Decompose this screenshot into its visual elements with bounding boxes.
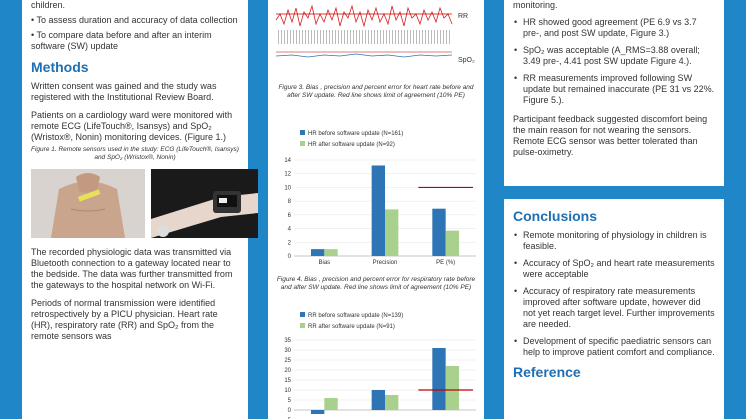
result-spo2: • SpO₂ was acceptable (A_RMS=3.88 overall; 3.49 pre-, 4.41 post SW update Figure 4.). xyxy=(523,45,715,67)
conclusion-2: • Accuracy of SpO₂ and heart rate measurements were acceptable xyxy=(523,258,715,280)
methods-paragraph-2: Patients on a cardiology ward were monitored with remote ECG (LifeTouch®, Isansys) and SpO₂ (Wristox®, Nonin) monitoring devices. (Figure 1.) xyxy=(31,110,233,142)
bar-after-0 xyxy=(324,398,337,410)
bar-after-1 xyxy=(385,395,398,410)
results-column xyxy=(504,0,724,186)
legend-swatch-0 xyxy=(300,130,305,135)
bar-after-0 xyxy=(324,249,337,256)
y-tick-label: 35 xyxy=(284,338,291,344)
y-tick-label: 4 xyxy=(287,226,291,233)
trend-label-rr: RR xyxy=(458,13,469,20)
result-rr: • RR measurements improved following SW update but remained inaccurate (PE 31 vs 22%. Figure 5.). xyxy=(523,73,715,106)
conclusion-4: • Development of specific paediatric sensors can help to improve patient comfort and compliance. xyxy=(523,336,715,358)
methods-paragraph-4: Periods of normal transmission were identified retrospectively by a PICU physician. Heart rate (HR), respiratory rate (RR) and SpO₂ from the remote sensors was xyxy=(31,298,218,341)
y-tick-label: 0 xyxy=(287,408,291,414)
y-tick-label: 20 xyxy=(284,368,291,374)
left-column xyxy=(22,0,248,419)
bar-before-1 xyxy=(372,390,385,410)
methods-paragraph-1: Written consent was gained and the study was registered with the Institutional Review Board. xyxy=(31,81,217,102)
feedback-paragraph: Participant feedback suggested discomfort being the main reason for not wearing the sensors. Remote ECG sensor was better tolerated than pulse-oximetry. xyxy=(513,114,708,157)
trend-plot xyxy=(272,0,480,80)
y-tick-label: 0 xyxy=(287,254,291,260)
legend-label-1: RR after software update (N=91) xyxy=(308,324,395,330)
bar-before-0 xyxy=(311,249,324,256)
figure1-caption: Figure 1. Remote sensors used in the study: ECG (LifeTouch®, Isansys) and SpO₂ (Wristox®, Nonin) xyxy=(31,146,239,161)
results-list xyxy=(513,17,715,106)
methods-heading: Methods xyxy=(31,59,89,75)
y-tick-label: 2 xyxy=(287,240,291,247)
middle-column xyxy=(268,0,484,419)
conclusions-column xyxy=(504,199,724,419)
conclusion-1: • Remote monitoring of physiology in children is feasible. xyxy=(523,230,715,252)
y-tick-label: 5 xyxy=(287,398,291,404)
y-tick-label: 15 xyxy=(284,378,291,384)
figure4-caption: Figure 4. Bias , precision and percent error for respiratory rate before and after SW update. Red line shows limit of agreement (10% PE) xyxy=(276,276,476,291)
y-tick-label: 14 xyxy=(284,158,291,164)
bar-after-2 xyxy=(446,231,459,256)
results-fragment: monitoring. xyxy=(513,0,558,10)
y-tick-label: 25 xyxy=(284,358,291,364)
result-hr: • HR showed good agreement (PE 6.9 vs 3.7 pre-, and post SW update, Figure 3.) xyxy=(523,17,715,39)
x-tick-label: Bias xyxy=(318,260,331,266)
trend-label-spo2: SpO₂ xyxy=(458,57,475,64)
methods-paragraph-3: The recorded physiologic data was transmitted via Bluetooth connection to a gateway located near to the bedside. The data was further transmitted from the gateways to the hospital network on Wi-Fi. xyxy=(31,247,233,290)
bar-after-2 xyxy=(446,366,459,410)
reference-heading: Reference xyxy=(513,364,581,380)
y-tick-label: 10 xyxy=(284,185,291,192)
y-tick-label: 10 xyxy=(284,388,291,394)
legend-swatch-1 xyxy=(300,141,305,146)
conclusion-3: • Accuracy of respiratory rate measurements improved after software update, however did not yet reach target level. Further improvements are needed. xyxy=(523,286,715,330)
legend-label-0: RR before software update (N=139) xyxy=(308,313,404,319)
spo2-trace xyxy=(276,54,452,57)
legend-swatch-0 xyxy=(300,312,305,317)
rr-bias-chart xyxy=(272,313,480,419)
y-tick-label: 30 xyxy=(284,348,291,354)
bar-before-0 xyxy=(311,410,324,414)
legend-label-0: HR before software update (N=161) xyxy=(308,131,404,137)
wrist-oximeter-photo xyxy=(151,169,258,238)
conclusions-heading: Conclusions xyxy=(513,208,598,224)
y-tick-label: 8 xyxy=(287,199,291,206)
patient-chest-photo xyxy=(31,169,145,238)
y-tick-label: 12 xyxy=(284,171,291,178)
bar-before-2 xyxy=(432,209,445,256)
hr-bias-chart xyxy=(272,126,480,266)
rr-trace xyxy=(276,6,452,26)
trend-axis-ticks xyxy=(276,30,452,44)
y-tick-label: 6 xyxy=(287,212,291,219)
figure1-images xyxy=(31,169,239,238)
bar-before-1 xyxy=(372,165,385,256)
aim-1: • To assess duration and accuracy of data collection xyxy=(31,15,238,25)
x-tick-label: PE (%) xyxy=(436,260,456,266)
bar-after-1 xyxy=(385,209,398,256)
legend-swatch-1 xyxy=(300,323,305,328)
aim-2: • To compare data before and after an interim software (SW) update xyxy=(31,30,212,51)
conclusions-list xyxy=(513,230,715,358)
x-tick-label: Precision xyxy=(372,260,398,266)
figure3-caption: Figure 3. Bias , precision and percent error for heart rate before and after SW update. Red line shows limit of agreement (10% PE) xyxy=(278,84,474,99)
bar-before-2 xyxy=(432,348,445,410)
aims-fragment: children. xyxy=(31,0,66,10)
legend-label-1: HR after software update (N=92) xyxy=(308,142,395,148)
